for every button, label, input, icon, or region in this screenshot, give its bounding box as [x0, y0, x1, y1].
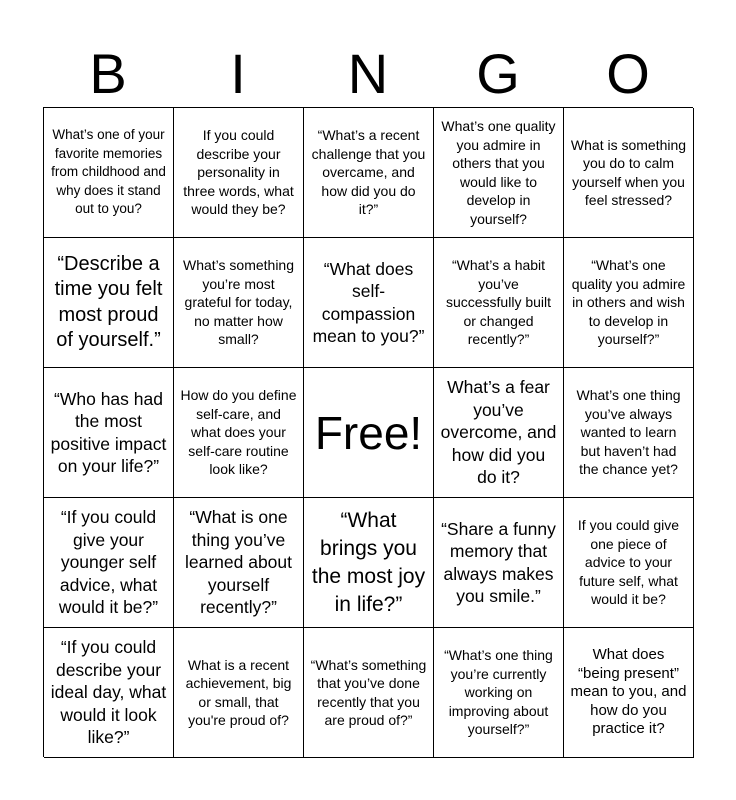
header-letter-g: G — [476, 42, 520, 105]
bingo-cell-r1-c4[interactable] — [434, 108, 564, 238]
cell-text: What does “being present” mean to you, and how do you practice it? — [570, 646, 687, 738]
cell-text: “What’s one thing you’re currently working on improving about yourself?” — [444, 647, 553, 738]
bingo-cell-r4-c1[interactable] — [44, 498, 174, 628]
bingo-cell-r3-c3-free[interactable] — [304, 368, 434, 498]
cell-text: If you could describe your personality in three words, what would they be? — [183, 127, 294, 218]
cell-text: How do you define self-care, and what does your self-care routine look like? — [180, 387, 297, 478]
cell-text: “What’s a recent challenge that you overcame, and how did you do it?” — [311, 127, 426, 218]
bingo-cell-r4-c3[interactable] — [304, 498, 434, 628]
bingo-board — [43, 107, 693, 757]
cell-text: “What’s a habit you’ve successfully built or changed recently?” — [445, 257, 552, 348]
bingo-cell-r3-c1[interactable] — [44, 368, 174, 498]
cell-text: What is a recent achievement, big or small, that you're proud of? — [185, 656, 292, 728]
cell-text: “What brings you the most joy in life?” — [311, 508, 426, 616]
bingo-cell-r2-c3[interactable] — [304, 238, 434, 368]
bingo-cell-r4-c2[interactable] — [174, 498, 304, 628]
cell-text: What’s one quality you admire in others that you would like to develop in yourself? — [441, 118, 556, 227]
cell-text: What’s something you’re most grateful for today, no matter how small? — [182, 257, 294, 348]
bingo-cell-r5-c5[interactable] — [564, 628, 694, 758]
bingo-cell-r5-c2[interactable] — [174, 628, 304, 758]
bingo-cell-r3-c4[interactable] — [434, 368, 564, 498]
bingo-cell-r2-c2[interactable] — [174, 238, 304, 368]
bingo-cell-r3-c2[interactable] — [174, 368, 304, 498]
cell-text: “What’s something that you’ve done recently that you are proud of?” — [310, 656, 427, 728]
bingo-header — [43, 40, 693, 108]
bingo-cell-r2-c5[interactable] — [564, 238, 694, 368]
header-letter-i: I — [230, 42, 246, 105]
bingo-cell-r5-c4[interactable] — [434, 628, 564, 758]
bingo-cell-r3-c5[interactable] — [564, 368, 694, 498]
free-space-label: Free! — [314, 406, 423, 459]
bingo-cell-r5-c3[interactable] — [304, 628, 434, 758]
header-letter-b: B — [89, 42, 127, 105]
cell-text: “What’s one quality you admire in others and wish to develop in yourself?” — [571, 257, 686, 348]
cell-text: “Describe a time you felt most proud of yourself.” — [54, 252, 163, 351]
cell-text: “If you could give your younger self advice, what would it be?” — [58, 507, 159, 618]
cell-text: What’s one of your favorite memories from childhood and why does it stand out to you? — [51, 127, 166, 217]
bingo-cell-r5-c1[interactable] — [44, 628, 174, 758]
cell-text: “Share a funny memory that always makes you smile.” — [441, 518, 556, 606]
cell-text: “What does self-compassion mean to you?” — [312, 258, 425, 346]
bingo-cell-r2-c4[interactable] — [434, 238, 564, 368]
cell-text: If you could give one piece of advice to your future self, what would it be? — [577, 517, 680, 608]
bingo-cell-r1-c5[interactable] — [564, 108, 694, 238]
cell-text: “Who has had the most positive impact on your life?” — [50, 388, 167, 476]
cell-text: What’s one thing you’ve always wanted to learn but haven’t had the chance yet? — [576, 387, 681, 478]
header-letter-n: N — [347, 42, 389, 105]
cell-text: What’s a fear you’ve overcome, and how did you do it? — [440, 377, 557, 488]
bingo-cell-r2-c1[interactable] — [44, 238, 174, 368]
bingo-cell-r4-c5[interactable] — [564, 498, 694, 628]
bingo-cell-r4-c4[interactable] — [434, 498, 564, 628]
header-letter-o: O — [606, 42, 650, 105]
cell-text: “If you could describe your ideal day, what would it look like?” — [50, 637, 167, 748]
bingo-cell-r1-c3[interactable] — [304, 108, 434, 238]
cell-text: “What is one thing you’ve learned about yourself recently?” — [184, 507, 293, 618]
bingo-cell-r1-c1[interactable] — [44, 108, 174, 238]
bingo-cell-r1-c2[interactable] — [174, 108, 304, 238]
cell-text: What is something you do to calm yourself when you feel stressed? — [570, 136, 687, 208]
